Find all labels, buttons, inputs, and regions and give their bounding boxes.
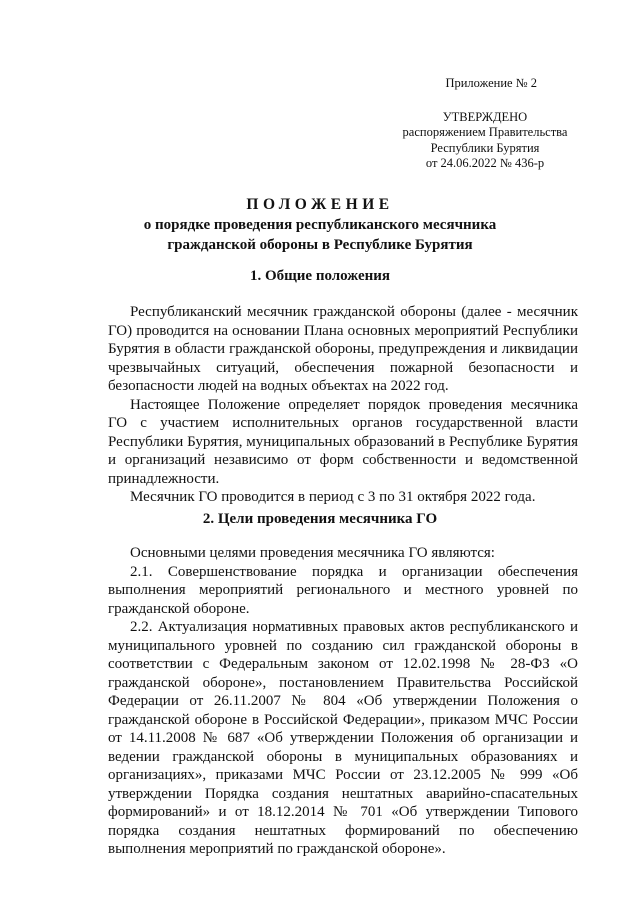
section-body-goals xyxy=(108,544,578,859)
approval-order-date: от 24.06.2022 № 436-р xyxy=(425,156,545,170)
paragraph: Республиканский месячник гражданской обороны (далее - месячник ГО) проводится на основании Плана основных мероприятий Республики Бурятия в области гражданской обороны, предупреждения и ликвидации чрезвычайных ситуаций, обеспечения пожарной безопасности и безопасности людей на водных объектах на 2022 год. xyxy=(108,304,578,394)
paragraph: Настоящее Положение определяет порядок проведения месячника ГО с участием исполнительных органов государственной власти Республики Бурятия, муниципальных образований в Республике Бурятия и организаций независимо от форм собственности и ведомственной принадлежности. xyxy=(108,396,578,487)
approved-label: УТВЕРЖДЕНО xyxy=(442,109,528,124)
section-heading-general: 1. Общие положения xyxy=(249,268,391,284)
approval-order-line2: Республики Бурятия xyxy=(430,140,540,155)
appendix-number: Приложение № 2 xyxy=(445,76,537,90)
approval-order-line1: распоряжением Правительства xyxy=(402,125,568,139)
approval-block xyxy=(380,76,590,172)
paragraph: 2.1. Совершенствование порядка и организации обеспечения выполнения мероприятий регионального и местного уровней по гражданской обороне. xyxy=(108,563,578,617)
title-line1: о порядке проведения республиканского месячника xyxy=(143,217,497,233)
title-line2: гражданской обороны в Республике Бурятия xyxy=(167,237,473,253)
paragraph: 2.2. Актуализация нормативных правовых актов республиканского и муниципального уровней по созданию сил гражданской обороны в соответствии с Федеральным законом от 12.02.1998 № 28-ФЗ «О гражданской обороне», постановлением Правительства Российской Федерации от 26.11.2007 № 804 «Об утверждении Положения о гражданской обороне в Российской Федерации», приказом МЧС России от 14.11.2008 № 687 «Об утверждении Положения об организации и ведении гражданской обороны в муниципальных образованиях и организациях», приказами МЧС России от 23.12.2005 № 999 «Об утверждении Порядка создания нештатных аварийно-спасательных формирований» и от 18.12.2014 № 701 «Об утверждении Типового порядка создания нештатных формирований по обеспечению выполнения мероприятий по гражданской обороне». xyxy=(108,619,578,857)
document-title xyxy=(60,195,580,255)
section-heading-goals: 2. Цели проведения месячника ГО xyxy=(202,511,438,527)
title-heading: ПОЛОЖЕНИЕ xyxy=(246,196,394,213)
paragraph: Основными целями проведения месячника ГО являются: xyxy=(130,545,495,561)
section-body-general xyxy=(108,303,578,507)
paragraph: Месячник ГО проводится в период с 3 по 31 октября 2022 года. xyxy=(130,489,536,505)
